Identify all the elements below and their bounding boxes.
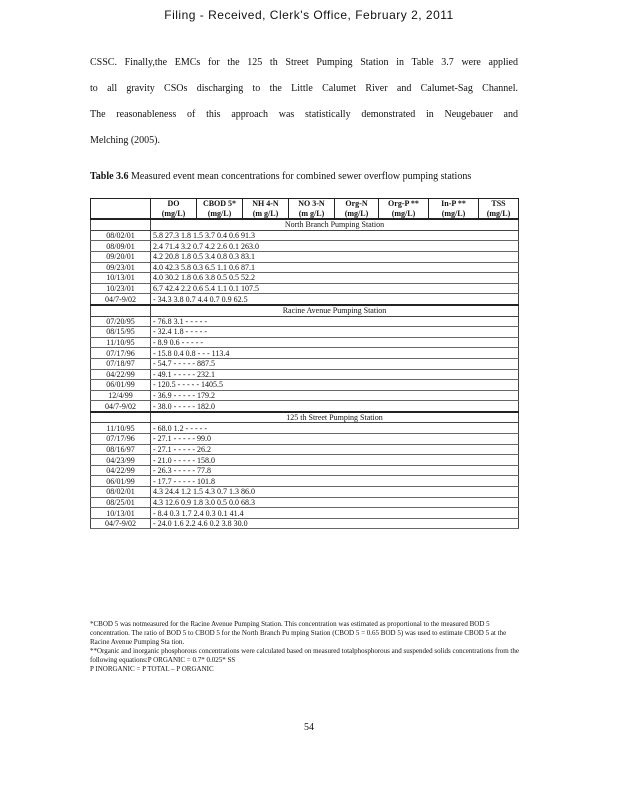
values-cell: 2.4 71.4 3.2 0.7 4.2 2.6 0.1 263.0 — [151, 241, 519, 252]
values-cell: 4.3 24.4 1.2 1.5 4.3 0.7 1.3 86.0 — [151, 487, 519, 498]
paragraph-line: Melching (2005). — [90, 135, 160, 146]
column-unit: (mg/L) — [335, 209, 379, 220]
date-cell: 07/18/97 — [91, 358, 151, 369]
table-row — [91, 294, 519, 305]
filing-header: Filing - Received, Clerk's Office, February 2, 2011 — [164, 8, 454, 22]
page-number: 54 — [304, 722, 314, 733]
table-row — [91, 262, 519, 273]
section-title: North Branch Pumping Station — [151, 219, 519, 230]
date-cell: 06/01/99 — [91, 380, 151, 391]
column-unit: (mg/L) — [379, 209, 429, 220]
table-row — [91, 455, 519, 466]
paragraph-line: The reasonableness of this approach was statistically demonstrated in Neugebauer and — [90, 109, 518, 120]
values-cell: 4.0 30.2 1.8 0.6 3.8 0.5 0.5 52.2 — [151, 273, 519, 284]
column-unit: (mg/L) — [197, 209, 243, 220]
values-cell: - 21.0 - - - - - 158.0 — [151, 455, 519, 466]
table-notes — [90, 620, 520, 674]
table-body — [91, 219, 519, 529]
values-cell: - 27.1 - - - - - 26.2 — [151, 444, 519, 455]
table-row — [91, 380, 519, 391]
values-cell: - 54.7 - - - - - 887.5 — [151, 358, 519, 369]
date-cell: 06/01/99 — [91, 476, 151, 487]
table-label: Table 3.6 — [90, 171, 129, 182]
values-cell: - 68.0 1.2 - - - - - — [151, 423, 519, 434]
date-cell: 11/10/95 — [91, 423, 151, 434]
date-header — [91, 199, 151, 209]
table-row — [91, 337, 519, 348]
column-header: DO — [151, 199, 197, 209]
date-cell: 08/02/01 — [91, 230, 151, 241]
table-row — [91, 316, 519, 327]
table-row — [91, 476, 519, 487]
table-row — [91, 241, 519, 252]
table-row — [91, 434, 519, 445]
table-row — [91, 348, 519, 359]
date-cell: 08/09/01 — [91, 241, 151, 252]
values-cell: - 26.3 - - - - - 77.8 — [151, 465, 519, 476]
column-unit: (m g/L) — [243, 209, 289, 220]
table-row — [91, 465, 519, 476]
values-cell: 6.7 42.4 2.2 0.6 5.4 1.1 0.1 107.5 — [151, 283, 519, 294]
table-row — [91, 508, 519, 519]
paragraph-line: CSSC. Finally,the EMCs for the 125 th Street Pumping Station in Table 3.7 were applied — [90, 57, 518, 68]
column-header: Org-N — [335, 199, 379, 209]
note-equation: P INORGANIC = P TOTAL – P ORGANIC — [90, 665, 214, 673]
table-row — [91, 401, 519, 412]
table-caption — [90, 171, 520, 182]
table-row — [91, 283, 519, 294]
table-unit-row — [91, 209, 519, 220]
note-phosphorous: **Organic and inorganic phosphorous concentrations were calculated based on measured totalphosphorous and suspended solids concentrations from the following equations:P ORGANIC = 0.7* 0.025* SS — [90, 647, 519, 664]
note-cbod: *CBOD 5 was notmeasured for the Racine Avenue Pumping Station. This concentration was estimated as proportional to the measured BOD 5 concentration. The ratio of BOD 5 to CBOD 5 for the North Branch Pu mping Station (CBOD 5 = 0.65 BOD 5) was used to estimate CBOD 5 at the Racine Avenue Pumping Sta tion. — [90, 620, 507, 646]
column-header: CBOD 5* — [197, 199, 243, 209]
date-cell: 07/17/96 — [91, 434, 151, 445]
date-cell: 04/7-9/02 — [91, 401, 151, 412]
date-cell: 09/23/01 — [91, 262, 151, 273]
section-title-row — [91, 412, 519, 423]
table-row — [91, 423, 519, 434]
values-cell: - 36.9 - - - - - 179.2 — [151, 390, 519, 401]
date-cell: 08/25/01 — [91, 497, 151, 508]
date-cell: 10/13/01 — [91, 273, 151, 284]
column-unit: (mg/L) — [151, 209, 197, 220]
section-date-cell — [91, 412, 151, 423]
values-cell: - 17.7 - - - - - 101.8 — [151, 476, 519, 487]
date-cell: 10/13/01 — [91, 508, 151, 519]
date-cell: 08/02/01 — [91, 487, 151, 498]
values-cell: - 27.1 - - - - - 99.0 — [151, 434, 519, 445]
column-header: NH 4-N — [243, 199, 289, 209]
column-header: TSS — [479, 199, 519, 209]
column-header: NO 3-N — [289, 199, 335, 209]
table-header-row — [91, 199, 519, 209]
table-row — [91, 327, 519, 338]
table-row — [91, 369, 519, 380]
column-unit: (m g/L) — [289, 209, 335, 220]
column-header: Org-P ** — [379, 199, 429, 209]
values-cell: - 8.9 0.6 - - - - - — [151, 337, 519, 348]
date-cell: 08/16/97 — [91, 444, 151, 455]
body-paragraph — [90, 56, 518, 160]
values-cell: - 8.4 0.3 1.7 2.4 0.3 0.1 41.4 — [151, 508, 519, 519]
table-row — [91, 390, 519, 401]
table-row — [91, 251, 519, 262]
values-cell: 4.0 42.3 5.8 0.3 6.5 1.1 0.6 87.1 — [151, 262, 519, 273]
date-cell: 04/7-9/02 — [91, 518, 151, 529]
section-title: 125 th Street Pumping Station — [151, 412, 519, 423]
column-header: In-P ** — [429, 199, 479, 209]
date-cell: 07/20/95 — [91, 316, 151, 327]
date-cell: 08/15/95 — [91, 327, 151, 338]
date-cell: 09/20/01 — [91, 251, 151, 262]
values-cell: - 32.4 1.8 - - - - - — [151, 327, 519, 338]
table-row — [91, 518, 519, 529]
date-cell: 04/22/99 — [91, 369, 151, 380]
values-cell: 5.8 27.3 1.8 1.5 3.7 0.4 0.6 91.3 — [151, 230, 519, 241]
section-date-cell — [91, 219, 151, 230]
values-cell: - 15.8 0.4 0.8 - - - 113.4 — [151, 348, 519, 359]
section-date-cell — [91, 305, 151, 316]
values-cell: - 49.1 - - - - - 232.1 — [151, 369, 519, 380]
paragraph-line: to all gravity CSOs discharging to the Little Calumet River and Calumet-Sag Channel. — [90, 83, 518, 94]
values-cell: 4.2 20.8 1.8 0.5 3.4 0.8 0.3 83.1 — [151, 251, 519, 262]
date-cell: 12/4/99 — [91, 390, 151, 401]
column-unit: (mg/L) — [479, 209, 519, 220]
table-caption-text: Measured event mean concentrations for combined sewer overflow pumping stations — [131, 171, 472, 182]
date-cell: 11/10/95 — [91, 337, 151, 348]
date-header-unit — [91, 209, 151, 220]
values-cell: - 76.8 3.1 - - - - - — [151, 316, 519, 327]
date-cell: 04/23/99 — [91, 455, 151, 466]
table-row — [91, 487, 519, 498]
values-cell: - 24.0 1.6 2.2 4.6 0.2 3.8 30.0 — [151, 518, 519, 529]
table-row — [91, 497, 519, 508]
date-cell: 10/23/01 — [91, 283, 151, 294]
date-cell: 04/22/99 — [91, 465, 151, 476]
values-cell: 4.3 12.6 0.9 1.8 3.0 0.5 0.0 68.3 — [151, 497, 519, 508]
table-row — [91, 444, 519, 455]
section-title-row — [91, 305, 519, 316]
column-unit: (mg/L) — [429, 209, 479, 220]
table-row — [91, 358, 519, 369]
emc-table — [90, 198, 519, 529]
table-row — [91, 273, 519, 284]
values-cell: - 34.3 3.8 0.7 4.4 0.7 0.9 62.5 — [151, 294, 519, 305]
date-cell: 04/7-9/02 — [91, 294, 151, 305]
table-row — [91, 230, 519, 241]
date-cell: 07/17/96 — [91, 348, 151, 359]
values-cell: - 38.0 - - - - - 182.0 — [151, 401, 519, 412]
values-cell: - 120.5 - - - - - 1405.5 — [151, 380, 519, 391]
section-title-row — [91, 219, 519, 230]
section-title: Racine Avenue Pumping Station — [151, 305, 519, 316]
